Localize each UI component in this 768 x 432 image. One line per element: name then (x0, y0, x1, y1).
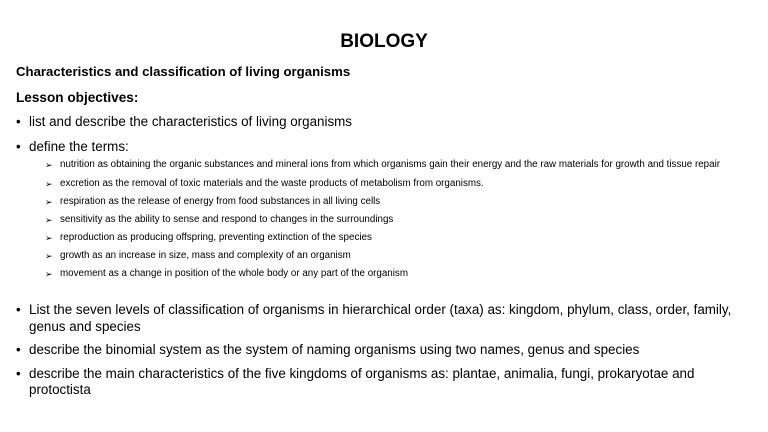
objective-text: list and describe the characteristics of living organisms (29, 114, 353, 129)
term-text: movement as a change in position of the whole body or any part of the organism (60, 268, 408, 279)
lesson-subtitle: Characteristics and classification of living organisms (16, 64, 351, 79)
term-text: nutrition as obtaining the organic substances and mineral ions from which organisms gain their energy and the raw materials for growth and tissue repair (60, 159, 721, 170)
arrow-bullet-icon: ➢ (45, 179, 53, 189)
bullet-icon: • (16, 365, 21, 381)
term-text: excretion as the removal of toxic materials and the waste products of metabolism from organisms. (60, 178, 484, 189)
term-item (45, 250, 756, 262)
term-item (45, 178, 756, 190)
objectives-heading: Lesson objectives: (16, 90, 139, 105)
term-item (45, 159, 756, 171)
bullet-icon: • (16, 342, 21, 357)
term-text: respiration as the release of energy from food substances in all living cells (60, 196, 381, 207)
arrow-bullet-icon: ➢ (45, 233, 53, 243)
objective-item (16, 113, 756, 130)
term-item (45, 232, 756, 244)
objectives-list (16, 113, 756, 286)
objective-item (16, 366, 756, 399)
term-text: sensitivity as the ability to sense and respond to changes in the surroundings (60, 214, 394, 225)
term-text: growth as an increase in size, mass and complexity of an organism (60, 250, 351, 261)
objective-item (16, 342, 756, 359)
page-title: BIOLOGY (340, 31, 428, 52)
objective-text: List the seven levels of classification of organisms in hierarchical order (taxa) as: kingdom, phylum, class, order, family, genus and species (29, 302, 732, 334)
term-item (45, 196, 756, 208)
objective-item (16, 302, 756, 335)
objective-text: describe the binomial system as the system of naming organisms using two names, genus and species (29, 342, 640, 357)
term-text: reproduction as producing offspring, preventing extinction of the species (60, 232, 372, 243)
arrow-bullet-icon: ➢ (45, 269, 53, 279)
objective-item (16, 138, 756, 280)
objective-text: define the terms: (29, 139, 129, 154)
term-item (45, 214, 756, 226)
arrow-bullet-icon: ➢ (45, 251, 53, 261)
terms-list (45, 159, 756, 280)
more-objectives-list (16, 302, 756, 406)
objective-text: describe the main characteristics of the five kingdoms of organisms as: plantae, animalia, fungi, prokaryotae and protoctista (29, 365, 695, 397)
bullet-icon: • (16, 114, 21, 129)
bullet-icon: • (16, 139, 21, 154)
term-item (45, 268, 756, 280)
arrow-bullet-icon: ➢ (45, 215, 53, 225)
arrow-bullet-icon: ➢ (45, 160, 53, 170)
arrow-bullet-icon: ➢ (45, 197, 53, 207)
bullet-icon: • (16, 302, 21, 317)
